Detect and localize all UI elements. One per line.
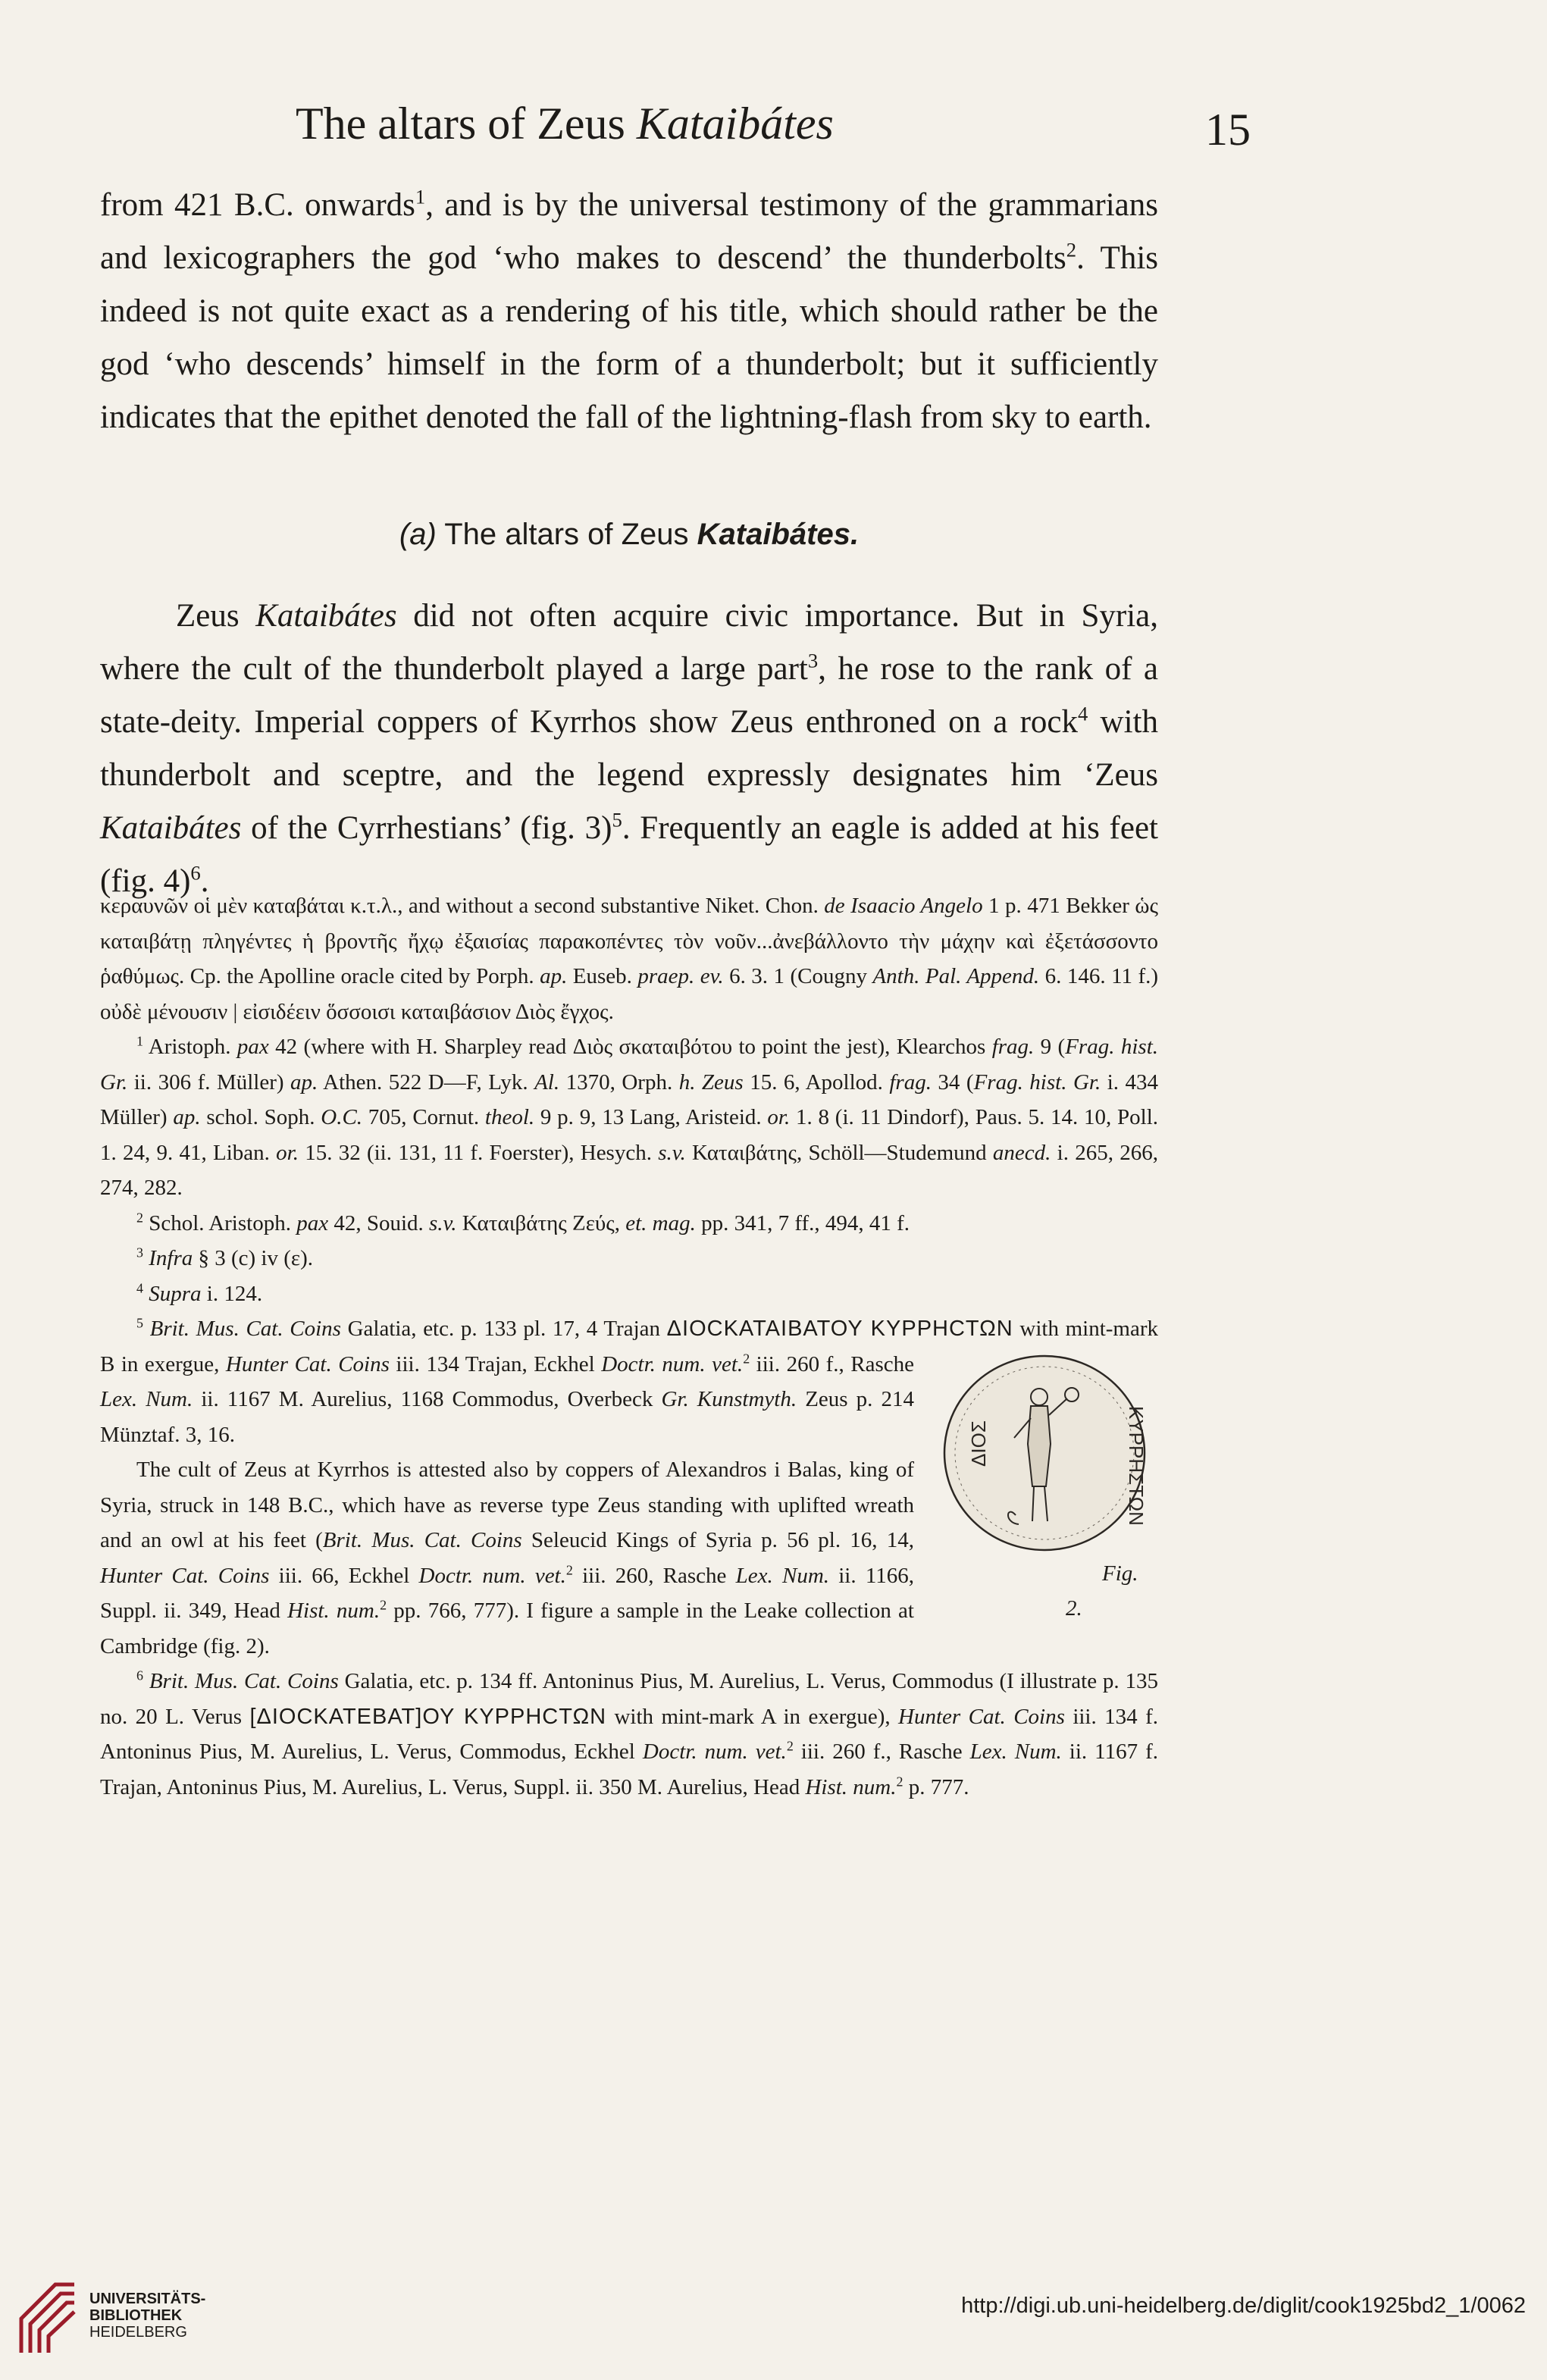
coin-legend: [ΔΙΟCΚΑΤΕΒΑΤ]ΟΥ ΚΥΡΡΗCΤΩΝ (249, 1704, 607, 1729)
fn-italic: Lex. Num. (735, 1563, 830, 1588)
footnote-ref: 2 (1066, 238, 1077, 261)
coin-figure (931, 1353, 1158, 1621)
fn-italic: pax (296, 1210, 329, 1235)
text-run: , he rose to the rank of a state-deity. Imperial coppers of Kyrrhos show Zeus enthroned on a rock (100, 651, 1158, 740)
fn-italic: praep. ev. (637, 964, 724, 988)
running-header (296, 89, 1251, 158)
fn-number: 4 (136, 1279, 143, 1295)
text-run: . This indeed is not quite exact as a rendering of his title, which should rather be the god ‘who descends’ himself in the form of a thunderbolt; but it sufficiently indicates that the epithet denoted the fall of the lightning-flash from sky to earth. (100, 240, 1159, 435)
fn-text: i. 265, 266, 274, 282. (100, 1140, 1158, 1200)
edition-sup: 2 (743, 1350, 750, 1366)
fn-text: Schol. Aristoph. (142, 1210, 297, 1235)
fn-text: κεραυνῶν οἱ μὲν καταβάται κ.τ.λ., and without a second substantive Niket. Chon. (100, 894, 825, 918)
fn-text: ii. 1167 f. Trajan, Antoninus Pius, M. Aurelius, L. Verus, Suppl. ii. 350 M. Aurelius, Head (100, 1740, 1158, 1799)
fn-italic: Gr. Kunstmyth. (661, 1387, 797, 1411)
fn-text: Athen. 522 D—F, Lyk. (318, 1069, 535, 1094)
fn-italic: Lex. Num. (100, 1387, 193, 1411)
footnote-ref: 4 (1078, 702, 1088, 725)
fn-number: 6 (136, 1668, 143, 1683)
library-logo-icon (14, 2277, 82, 2360)
fn-text: Καταιβάτης, Schöll—Studemund (685, 1140, 993, 1165)
footnote-6 (100, 1664, 1158, 1805)
edition-sup: 2 (565, 1561, 573, 1577)
footnote-1 (100, 1029, 1158, 1206)
coin-legend-right: ΚΥΡΡΗΣΤΩΝ (1125, 1405, 1148, 1526)
fn-italic: Hunter Cat. Coins (225, 1351, 390, 1376)
fn-italic: Hist. num. (287, 1599, 380, 1623)
fn-italic: Supra (149, 1281, 202, 1306)
fn-italic: or. (276, 1140, 299, 1165)
library-name (89, 2291, 205, 2341)
fn-italic: de Isaacio Angelo (824, 894, 983, 918)
page-number: 15 (1205, 105, 1251, 155)
fn-italic: Brit. Mus. Cat. Coins (149, 1317, 341, 1341)
fn-number: 1 (136, 1033, 143, 1049)
fn-text: ii. 306 f. Müller) (127, 1069, 291, 1094)
fn-italic: theol. (484, 1105, 535, 1129)
text-run: Zeus (176, 598, 256, 634)
source-url-link[interactable]: http://digi.ub.uni-heidelberg.de/diglit/cook1925bd2_1/0062 (961, 2294, 1526, 2318)
fn-text: § 3 (c) iv (ε). (193, 1246, 313, 1270)
library-name-line: UNIVERSITÄTS- (89, 2291, 206, 2307)
footnote-continuation (100, 888, 1158, 1029)
edition-sup: 2 (896, 1773, 903, 1789)
fn-text (143, 1669, 149, 1693)
fn-italic: Hunter Cat. Coins (898, 1704, 1065, 1729)
fn-text: 9 p. 9, 13 Lang, Aristeid. (534, 1105, 768, 1129)
fn-number: 5 (136, 1315, 143, 1331)
footnote-ref: 3 (807, 649, 819, 672)
fn-text: 705, Cornut. (362, 1105, 485, 1129)
text-run: . (200, 863, 209, 899)
fn-text (143, 1317, 150, 1341)
text-run: . Frequently an eagle is added at his feet (fig. 4) (100, 810, 1158, 899)
coin-legend-left: ΔΙΟΣ (967, 1420, 990, 1467)
fn-italic: Doctr. num. vet. (418, 1563, 566, 1588)
footnote-4 (100, 1276, 1158, 1312)
text-italic: Kataibátes (255, 598, 397, 634)
fn-text: 1 p. 471 Bekker ὡς καταιβάτῃ πληγέντες ἡ βροντῆς ἤχῳ ἐξαισίας παρακοπέντες τὸν νοῦν...ἀνεβάλλοντο τὴν μάχην καὶ ἐξετάσσοντο ῥαθύμως. Cp. the Apolline oracle cited by Porph. (100, 894, 1158, 988)
fn-italic: Brit. Mus. Cat. Coins (149, 1669, 339, 1693)
edition-sup: 2 (786, 1738, 794, 1754)
fn-italic: Brit. Mus. Cat. Coins (322, 1528, 522, 1552)
body-paragraph (100, 590, 1158, 908)
running-title-italic: Kataibátes (636, 99, 834, 149)
fn-text: iii. 260, Rasche (572, 1563, 736, 1588)
fn-text: with mint-mark A in exergue), (606, 1704, 899, 1729)
fn-text: pp. 766, 777). I figure a sample in the Leake collection at Cambridge (fig. 2). (100, 1599, 914, 1658)
fn-text: i. 434 Müller) (100, 1069, 1158, 1129)
fn-italic: et. mag. (625, 1210, 696, 1235)
fn-italic: Infra (149, 1246, 193, 1270)
fn-text: iii. 260 f., Rasche (793, 1740, 970, 1764)
figure-caption: Fig. 2. (1066, 1561, 1138, 1621)
footnote-2 (100, 1206, 1158, 1242)
library-name-line: BIBLIOTHEK (89, 2307, 183, 2324)
text-italic: Kataibátes (100, 810, 242, 846)
text-run: from 421 B.C. onwards (100, 187, 415, 223)
fn-text: Καταιβάτης Ζεύς, (456, 1210, 626, 1235)
fn-text: Zeus p. 214 Münztaf. 3, 16. (100, 1387, 914, 1447)
text-run: , and is by the universal testimony of the grammarians and lexicographers the god ‘who makes to descend’ the thunderbolts (100, 187, 1158, 276)
fn-text: Galatia, etc. p. 134 ff. Antoninus Pius, M. Aurelius, L. Verus, Commodus (I illustrate p. 135 no. 20 L. Verus (100, 1669, 1158, 1729)
fn-text: iii. 134 Trajan, Eckhel (389, 1351, 602, 1376)
edition-sup: 2 (380, 1597, 387, 1613)
fn-text: p. 777. (903, 1774, 969, 1799)
fn-italic: Hunter Cat. Coins (100, 1563, 270, 1588)
fn-italic: anecd. (992, 1140, 1051, 1165)
fn-text: 1. 8 (i. 11 Dindorf), Paus. 5. 14. 10, Poll. 1. 24, 9. 41, Liban. (100, 1105, 1159, 1165)
text-run: did not often acquire civic importance. But in Syria, where the cult of the thunderbolt played a large part (100, 598, 1158, 687)
section-heading (100, 508, 1158, 561)
section-text: The altars of Zeus (436, 518, 697, 551)
running-title (296, 89, 834, 158)
fn-text: ii. 1166, Suppl. ii. 349, Head (100, 1563, 914, 1623)
fn-italic: frag. (889, 1069, 932, 1094)
fn-text: i. 124. (201, 1281, 263, 1306)
fn-text: 9 ( (1034, 1035, 1066, 1059)
library-name-line: HEIDELBERG (89, 2324, 187, 2341)
fn-text: Euseb. (567, 964, 638, 988)
fn-text: Aristoph. (142, 1035, 237, 1059)
fn-text: ii. 1167 M. Aurelius, 1168 Commodus, Overbeck (193, 1387, 662, 1411)
fn-italic: or. (767, 1105, 791, 1129)
fn-text: 15. 32 (ii. 131, 11 f. Foerster), Hesych. (298, 1140, 659, 1165)
text-run: of the Cyrrhestians’ (fig. 3) (241, 810, 612, 846)
fn-text: Seleucid Kings of Syria p. 56 pl. 16, 14, (521, 1528, 914, 1552)
fn-text: 42 (where with H. Sharpley read Διὸς σκαταιβότου to point the jest), Klearchos (268, 1035, 992, 1059)
footnote-ref: 5 (612, 808, 622, 831)
fn-italic: Hist. num. (805, 1774, 897, 1799)
fn-italic: ap. (173, 1105, 201, 1129)
fn-italic: Doctr. num. vet. (642, 1740, 787, 1764)
fn-number: 3 (136, 1245, 143, 1260)
fn-text: 42, Souid. (328, 1210, 430, 1235)
fn-text: Galatia, etc. p. 133 pl. 17, 4 Trajan (340, 1317, 667, 1341)
fn-italic: O.C. (321, 1105, 363, 1129)
fn-text: iii. 66, Eckhel (269, 1563, 419, 1588)
fn-text: 6. 146. 11 f.) οὐδὲ μένουσιν | εἰσιδέειν ὅσσοισι καταιβάσιον Διὸς ἔγχος. (100, 964, 1159, 1024)
fn-text: with mint-mark B in exergue, (100, 1317, 1158, 1376)
coin-illustration (931, 1353, 1158, 1558)
intro-paragraph (100, 179, 1158, 444)
fn-text: iii. 134 f. Antoninus Pius, M. Aurelius, L. Verus, Commodus, Eckhel (100, 1704, 1158, 1764)
fn-italic: s.v. (658, 1140, 686, 1165)
coin-legend: ΔΙΟCΚΑΤΑΙΒΑΤΟΥ ΚΥΡΡΗCΤΩΝ (666, 1317, 1013, 1341)
fn-text: 1370, Orph. (559, 1069, 679, 1094)
fn-number: 2 (136, 1209, 143, 1225)
fn-italic: Frag. hist. Gr. (973, 1069, 1101, 1094)
footnote-ref: 1 (415, 185, 426, 208)
fn-text: iii. 260 f., Rasche (750, 1351, 914, 1376)
fn-text: pp. 341, 7 ff., 494, 41 f. (695, 1210, 910, 1235)
fn-text: The cult of Zeus at Kyrrhos is attested also by coppers of Alexandros i Balas, king of Syria, struck in 148 B.C., which have as reverse type Zeus standing with uplifted wreath and an owl at his feet ( (100, 1458, 914, 1552)
fn-italic: Doctr. num. vet. (601, 1351, 744, 1376)
fn-italic: pax (236, 1035, 269, 1059)
fn-text: schol. Soph. (200, 1105, 321, 1129)
running-title-text: The altars of Zeus (296, 99, 637, 149)
fn-italic: ap. (290, 1069, 318, 1094)
fn-italic: s.v. (429, 1210, 457, 1235)
footnote-ref: 6 (190, 861, 201, 885)
section-label: (a) (399, 518, 437, 551)
footnote-3 (100, 1241, 1158, 1276)
text-run: with thunderbolt and sceptre, and the legend expressly designates him ‘Zeus (100, 704, 1158, 793)
fn-text: 6. 3. 1 (Cougny (723, 964, 873, 988)
fn-text: 34 ( (931, 1069, 974, 1094)
fn-italic: Al. (534, 1069, 560, 1094)
fn-italic: Anth. Pal. Append. (872, 964, 1040, 988)
fn-italic: Frag. hist. Gr. (100, 1035, 1158, 1094)
fn-italic: frag. (991, 1035, 1035, 1059)
fn-italic: ap. (540, 964, 568, 988)
fn-text: 15. 6, Apollod. (743, 1069, 890, 1094)
fn-italic: h. Zeus (678, 1069, 744, 1094)
section-italic: Kataibátes. (697, 518, 860, 551)
digitization-footer (0, 2266, 1547, 2380)
footnotes (100, 888, 1158, 1805)
fn-italic: Lex. Num. (969, 1740, 1062, 1764)
